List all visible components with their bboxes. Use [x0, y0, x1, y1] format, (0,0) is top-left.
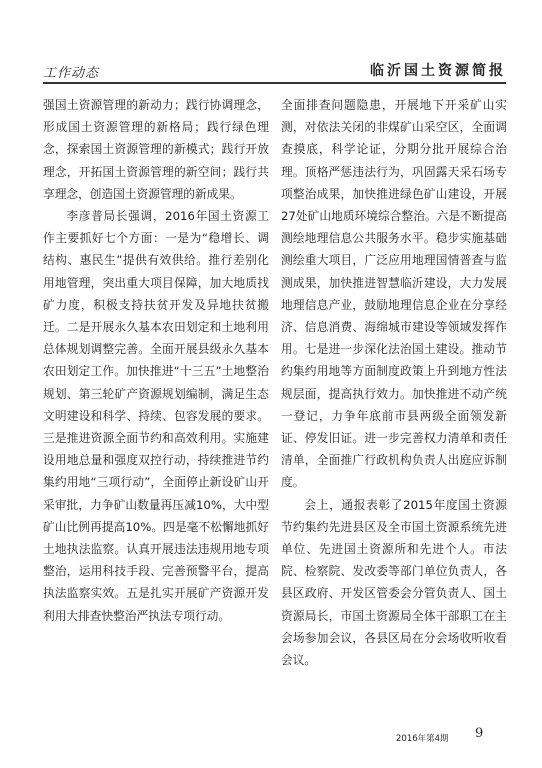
issue-label: 2016年第4期	[396, 734, 449, 744]
page-number: 9	[475, 726, 484, 741]
left-column	[43, 94, 269, 627]
header-rule	[43, 82, 506, 84]
paragraph: 全面排查问题隐患，开展地下开采矿山实测，对依法关闭的非煤矿山采空区，全面调查摸底，科学论证，分期分批开展综合治理。顶格严惩违法行为，巩固露天采石场专项整治成果，加快推进绿色矿山建设，开展27处矿山地质环境综合整治。六是不断提高测绘地理信息公共服务水平。稳步实施基础测绘重大项目，广泛应用地理国情普查与监测成果，加快推进智慧临沂建设，大力发展地理信息产业，鼓励地理信息企业在分享经济、信息消费、海绵城市建设等领域发挥作用。七是进一步深化法治国土建设。推动节约集约用地等方面制度政策上升到地方性法规层面，提高执行效力。加快推进不动产统一登记，力争年底前市县两级全面领发新证、停发旧证。进一步完善权力清单和责任清单，全面推广行政机构负责人出庭应诉制度。	[281, 98, 507, 490]
right-column	[281, 94, 507, 671]
paragraph: 李彦普局长强调，2016年国土资源工作主要抓好七个方面：一是为“稳增长、调结构、惠民生”提供有效供给。推行差别化用地管理，突出重大项目保障，加大地质找矿力度，积极支持扶贫开发及异地扶贫搬迁。二是开展永久基本农田划定和土地利用总体规划调整完善。全面开展县级永久基本农田划定工作。加快推进“十三五”土地整治规划、第三轮矿产资源规划编制，满足生态文明建设和科学、持续、包容发展的要求。三是推进资源全面节约和高效利用。实施建设用地总量和强度双控行动，持续推进节约集约用地“三项行动”，全面停止新设矿山开采审批，力争矿山数量再压减10%，大中型矿山比例再提高10%。四是毫不松懈地抓好土地执法监察。认真开展违法违规用地专项整治，运用科技手段、完善预警平台，提高执法监察实效。五是扎实开展矿产资源开发利用大排查快整治严执法专项行动。	[43, 209, 269, 623]
section-title: 工作动态	[43, 66, 100, 81]
publication-title: 临沂国土资源简报	[370, 63, 506, 79]
paragraph: 会上，通报表彰了2015年度国土资源节约集约先进县区及全市国土资源系统先进单位、先进国土资源所和先进个人。市法院、检察院、发改委等部门单位负责人，各县区政府、开发区管委会分管负责人、国土资源局长，市国土资源局全体干部职工在主会场参加会议，各县区局在分会场收听收看会议。	[281, 497, 507, 668]
paragraph: 强国土资源管理的新动力；践行协调理念，形成国土资源管理的新格局；践行绿色理念，探索国土资源管理的新模式；践行开放理念，开拓国土资源管理的新空间；践行共享理念，创造国土资源管理的新成果。	[43, 98, 269, 201]
